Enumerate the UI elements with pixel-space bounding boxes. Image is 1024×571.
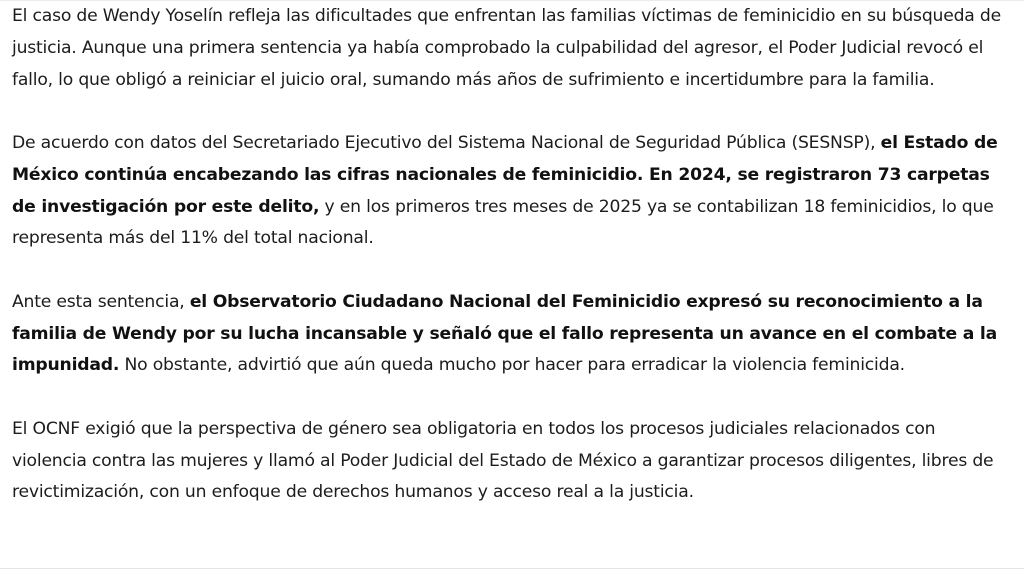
paragraph-sesnsp-data (12, 128, 1012, 255)
paragraph-text-end: No obstante, advirtió que aún queda mucho por hacer para erradicar la violencia feminicida. (119, 355, 905, 376)
paragraph-highlight: el Estado de México continúa encabezando las cifras nacionales de feminicidio. En 2024, se registraron 73 carpetas de investigación por este delito, (12, 132, 998, 217)
paragraph-text-start: Ante esta sentencia, (12, 291, 190, 312)
paragraph-text: El OCNF exigió que la perspectiva de género sea obligatoria en todos los procesos judiciales relacionados con violencia contra las mujeres y llamó al Poder Judicial del Estado de México a garantizar procesos diligentes, libres de revictimización, con un enfoque de derechos humanos y acceso real a la justicia. (12, 418, 994, 503)
paragraph-ocnf-reaction (12, 287, 1012, 382)
paragraph-text-end: y en los primeros tres meses de 2025 ya se contabilizan 18 feminicidios, lo que representa más del 11% del total nacional. (12, 196, 994, 249)
bottom-divider (0, 568, 1024, 569)
paragraph-text-start: De acuerdo con datos del Secretariado Ejecutivo del Sistema Nacional de Seguridad Pública (SESNSP), (12, 132, 881, 153)
article-body (12, 0, 1012, 541)
paragraph-highlight: el Observatorio Ciudadano Nacional del Feminicidio expresó su reconocimiento a la familia de Wendy por su lucha incansable y señaló que el fallo representa un avance en el combate a la impunidad. (12, 291, 997, 376)
paragraph-text: El caso de Wendy Yoselín refleja las dificultades que enfrentan las familias víctimas de feminicidio en su búsqueda de justicia. Aunque una primera sentencia ya había comprobado la culpabilidad del agresor, el Poder Judicial revocó el fallo, lo que obligó a reiniciar el juicio oral, sumando más años de sufrimiento e incertidumbre para la familia. (12, 6, 1001, 90)
paragraph-ocnf-demand (12, 414, 1012, 509)
paragraph-case-summary (12, 1, 1012, 96)
